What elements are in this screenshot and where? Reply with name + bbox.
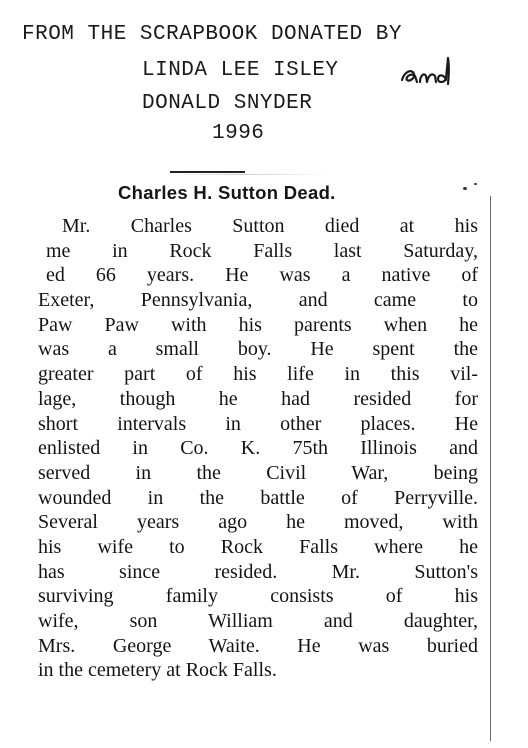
article-line: Several years ago he moved, with [38,511,478,534]
article-line: Exeter, Pennsylvania, and came to [38,289,478,312]
article-line: surviving family consists of his [38,585,478,608]
article-line: me in Rock Falls last Saturday, [46,239,478,262]
article-line: Paw Paw with his parents when he [38,313,478,336]
print-speck [474,183,477,185]
print-speck [463,187,467,190]
header-line-donated-by: FROM THE SCRAPBOOK DONATED BY [22,23,402,46]
article-line: short intervals in other places. He [38,412,478,435]
clipping-edge-shadow [0,174,528,175]
article-line: greater part of his life in this vil- [38,363,478,386]
article-line: lage, though he had resided for [38,387,478,410]
clipping-top-rule [170,171,245,173]
header-line-donor-1: LINDA LEE ISLEY [142,59,339,82]
article-headline: Charles H. Sutton Dead. [118,182,336,203]
article-line: has since resided. Mr. Sutton's [38,560,478,583]
header-line-donor-2: DONALD SNYDER [142,92,313,115]
column-rule [490,196,491,741]
article-body [38,214,478,683]
article-line: his wife to Rock Falls where he [38,535,478,558]
article-line: enlisted in Co. K. 75th Illinois and [38,437,478,460]
article-line: wife, son William and daughter, [38,610,478,632]
handwritten-and-signature [398,54,458,90]
header-year: 1996 [212,122,265,145]
article-line: in the cemetery at Rock Falls. [38,659,277,682]
article-line: was a small boy. He spent the [38,338,478,361]
article-line: served in the Civil War, being [38,461,478,484]
article-line: ed 66 years. He was a native of [46,264,478,287]
article-line: wounded in the battle of Perryville. [38,486,478,509]
article-line: Mr. Charles Sutton died at his [62,215,478,237]
article-line: Mrs. George Waite. He was buried [38,634,478,657]
